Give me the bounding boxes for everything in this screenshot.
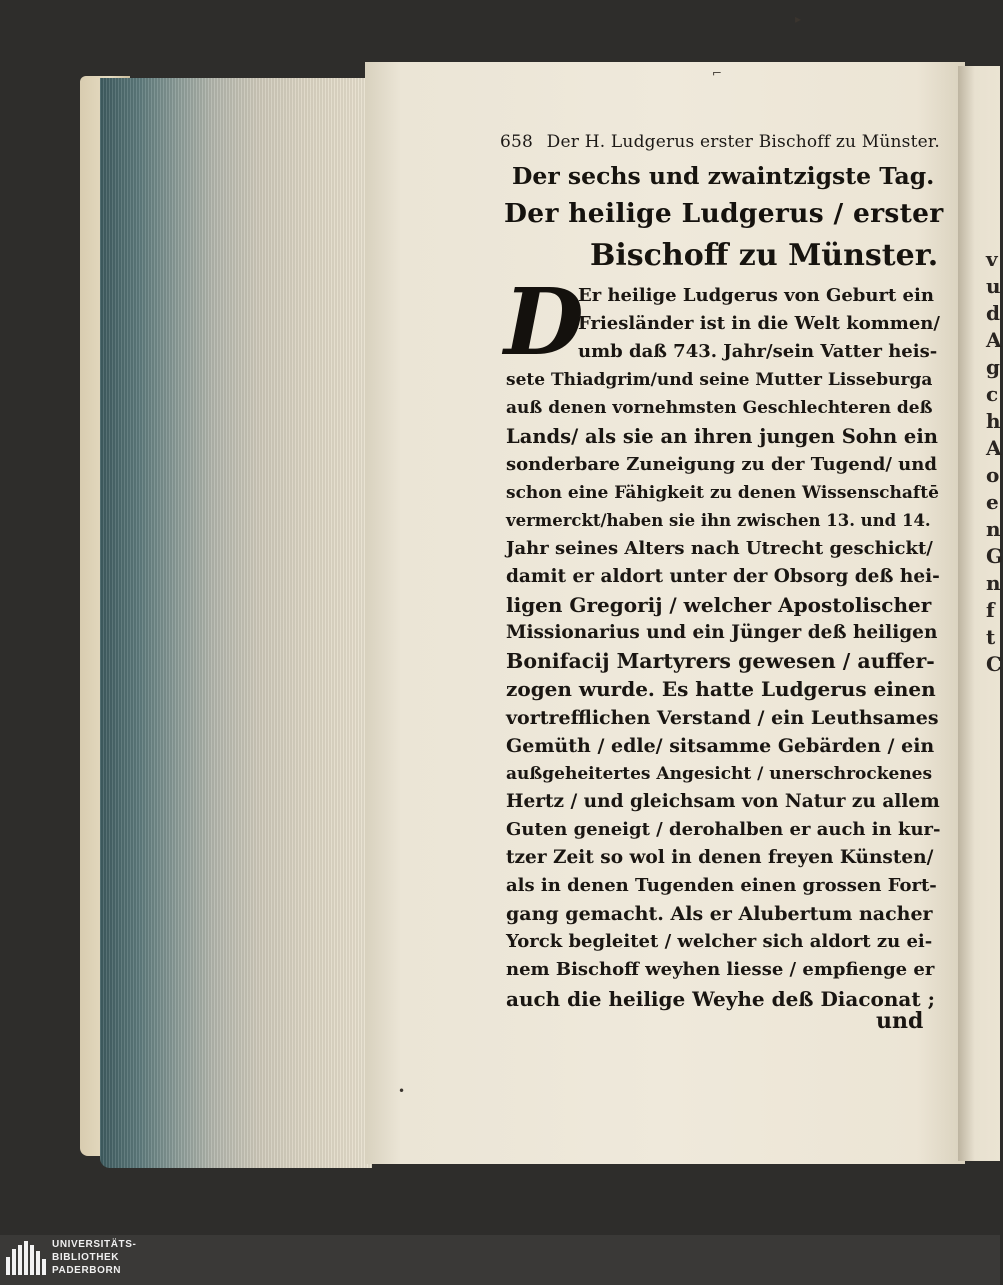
body-line: vermerckt/haben sie ihn zwischen 13. und 14. bbox=[506, 510, 931, 530]
next-page-glyph: A bbox=[986, 436, 1002, 460]
library-name-line-1: UNIVERSITÄTS- bbox=[52, 1239, 137, 1250]
library-name bbox=[52, 1238, 136, 1277]
next-page-glyph: e bbox=[986, 490, 999, 514]
body-line: als in denen Tugenden einen grossen Fort- bbox=[506, 875, 937, 897]
next-page-glyph: t bbox=[986, 625, 996, 649]
body-line: Friesländer ist in die Welt kommen/ bbox=[578, 313, 940, 335]
saint-subtitle: Bischoff zu Münster. bbox=[590, 238, 939, 273]
body-line: vortrefflichen Verstand / ein Leuthsames bbox=[506, 706, 939, 729]
page-number: 658 bbox=[500, 132, 534, 152]
body-line: außgeheitertes Angesicht / unerschrockenes bbox=[506, 763, 933, 784]
body-line: nem Bischoff weyhen liesse / empfienge er bbox=[506, 959, 935, 981]
drop-cap-initial: D bbox=[504, 268, 584, 376]
next-page-glyph: o bbox=[986, 463, 1000, 487]
next-page-glyph: n bbox=[986, 517, 1001, 541]
body-line: Jahr seines Alters nach Utrecht geschickt/ bbox=[506, 537, 933, 559]
page-block-edges bbox=[100, 78, 372, 1168]
body-line: Missionarius und ein Jünger deß heiligen bbox=[506, 622, 938, 644]
margin-mark: ⌐ bbox=[712, 66, 723, 80]
body-line: damit er aldort unter der Obsorg deß hei- bbox=[506, 566, 940, 587]
margin-dot: • bbox=[398, 1084, 406, 1098]
next-page-glyph: d bbox=[986, 301, 1000, 325]
next-page-glyph: n bbox=[986, 571, 1001, 595]
body-line: Yorck begleitet / welcher sich aldort zu ei- bbox=[506, 931, 933, 953]
body-line: Guten geneigt / derohalben er auch in kur- bbox=[506, 818, 941, 840]
next-page-glyph: c bbox=[986, 382, 999, 406]
next-page-glyph: C bbox=[986, 652, 1002, 676]
body-line: Bonifacij Martyrers gewesen / auffer- bbox=[506, 649, 935, 674]
margin-mark: ▸ bbox=[795, 12, 802, 26]
library-name-line-2: BIBLIOTHEK bbox=[52, 1252, 120, 1263]
body-line: Lands/ als sie an ihren jungen Sohn ein bbox=[506, 424, 938, 448]
library-logo bbox=[4, 1239, 48, 1281]
library-footer bbox=[0, 1235, 1000, 1285]
next-page-glyph: u bbox=[986, 274, 1001, 298]
body-line: sonderbare Zuneigung zu der Tugend/ und bbox=[506, 453, 937, 475]
body-line: umb daß 743. Jahr/sein Vatter heis- bbox=[578, 341, 938, 363]
next-page-glyph: A bbox=[986, 328, 1002, 352]
running-header-text: Der H. Ludgerus erster Bischoff zu Münster. bbox=[546, 132, 940, 152]
body-line: Gemüth / edle/ sitsamme Gebärden / ein bbox=[506, 734, 935, 757]
body-line: schon eine Fähigkeit zu denen Wissenschaftē bbox=[506, 482, 939, 503]
body-line: auch die heilige Weyhe deß Diaconat ; bbox=[506, 986, 935, 1011]
next-page-glyph: h bbox=[986, 409, 1001, 433]
body-line: Hertz / und gleichsam von Natur zu allem bbox=[506, 790, 940, 812]
next-page-glyph: v bbox=[986, 247, 998, 271]
body-line: tzer Zeit so wol in denen freyen Künsten/ bbox=[506, 847, 934, 868]
next-page-strip bbox=[958, 66, 1003, 1161]
catchword: und bbox=[876, 1008, 924, 1034]
body-line: auß denen vornehmsten Geschlechteren deß bbox=[506, 398, 933, 419]
saint-title: Der heilige Ludgerus / erster bbox=[504, 198, 944, 229]
body-line: ligen Gregorij / welcher Apostolischer bbox=[506, 593, 932, 618]
day-title: Der sechs und zwaintzigste Tag. bbox=[512, 162, 935, 190]
next-page-glyph: g bbox=[986, 355, 1000, 379]
body-line: zogen wurde. Es hatte Ludgerus einen bbox=[506, 677, 936, 702]
next-page-glyph: f bbox=[986, 598, 995, 622]
running-header bbox=[500, 132, 940, 152]
body-line: gang gemacht. Als er Alubertum nacher bbox=[506, 903, 933, 926]
body-line: sete Thiadgrim/und seine Mutter Lisseburga bbox=[506, 370, 933, 391]
next-page-glyph: G bbox=[986, 544, 1003, 568]
library-name-line-3: PADERBORN bbox=[52, 1265, 122, 1276]
body-line: Er heilige Ludgerus von Geburt ein bbox=[578, 285, 934, 306]
next-page-text bbox=[986, 246, 1003, 678]
